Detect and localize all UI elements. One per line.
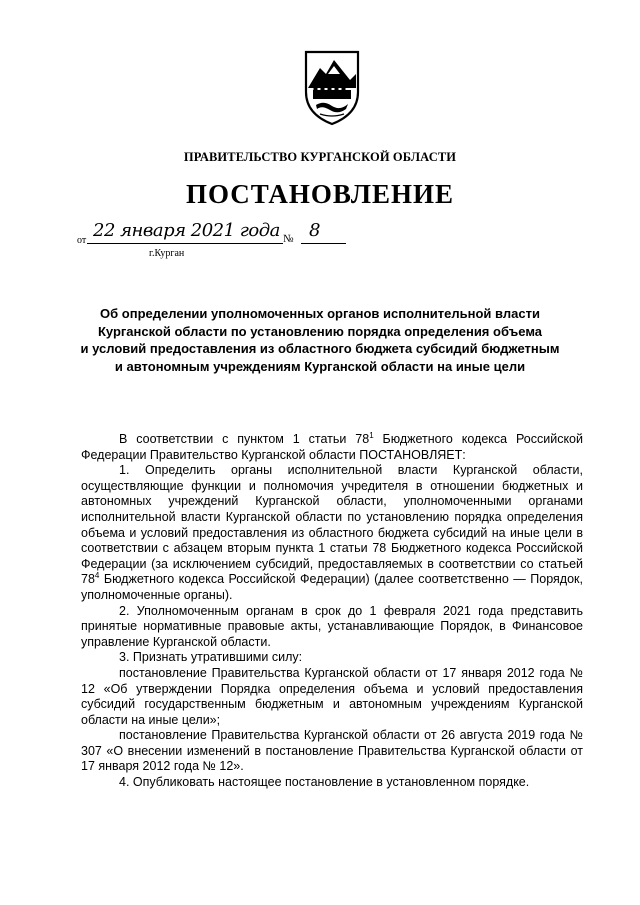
number-label: № <box>283 233 294 245</box>
kurgan-region-coat-of-arms-icon <box>300 48 364 128</box>
title-line: и автономным учреждениям Курганской области на иные цели <box>114 358 526 374</box>
number-underline <box>301 243 346 244</box>
paragraph-3-item-2: постановление Правительства Курганской области от 26 августа 2019 года № 307 «О внесении изменений в постановление Правительства Курганской области от 17 января 2012 года № 12». <box>81 728 583 774</box>
document-title <box>70 305 570 375</box>
paragraph-1: 1. Определить органы исполнительной власти Курганской области, осуществляющие функции и полномочия учредителя в отношении бюджетных и автономных учреждений Курганской области, уполномоченными органами исполнительной власти Курганской области по установлению порядка определения объема и условий предоставления из областного бюджета субсидий на иные цели в соответствии с абзацем вторым пункта 1 статьи 78 Бюджетного кодекса Российской Федерации (за исключением субсидий, предоставляемых в соответствии со статьей $78^4$ Бюджетного кодекса Российской Федерации) (далее соответственно — Порядок, уполномоченные органы). <box>81 463 583 602</box>
paragraph-3: 3. Признать утратившими силу: <box>119 650 303 665</box>
paragraph-3-item-1: постановление Правительства Курганской области от 17 января 2012 года № 12 «Об утверждении Порядка определения объема и условий предоставления субсидий государственным бюджетным и автономным учреждениям Курганской области на иные цели»; <box>81 665 583 727</box>
paragraph-4: 4. Опубликовать настоящее постановление в установленном порядке. <box>119 775 530 790</box>
city: г.Курган <box>149 248 185 259</box>
document-type: ПОСТАНОВЛЕНИЕ <box>185 179 455 209</box>
date-underline <box>87 243 283 244</box>
intro-paragraph: В соответствии с пунктом 1 статьи $78^1$ Бюджетного кодекса Российской Федерации Правительство Курганской области ПОСТАНОВЛЯЕТ: <box>81 430 583 462</box>
title-line: Об определении уполномоченных органов исполнительной власти <box>100 306 540 321</box>
handwritten-number: 8 <box>309 220 321 241</box>
government-name: ПРАВИТЕЛЬСТВО КУРГАНСКОЙ ОБЛАСТИ <box>183 150 457 164</box>
title-line: и условий предоставления из областного бюджета субсидий бюджетным <box>80 341 560 356</box>
paragraph-2: 2. Уполномоченным органам в срок до 1 февраля 2021 года представить принятые нормативные правовые акты, устанавливающие Порядок, в Финансовое управление Курганской области. <box>81 603 583 649</box>
title-line: Курганской области по установлению порядка определения объема <box>97 323 543 339</box>
date-prefix: от <box>77 235 87 246</box>
document-body <box>81 432 583 791</box>
dateline <box>73 218 373 262</box>
handwritten-date: 22 января 2021 года <box>93 220 280 241</box>
